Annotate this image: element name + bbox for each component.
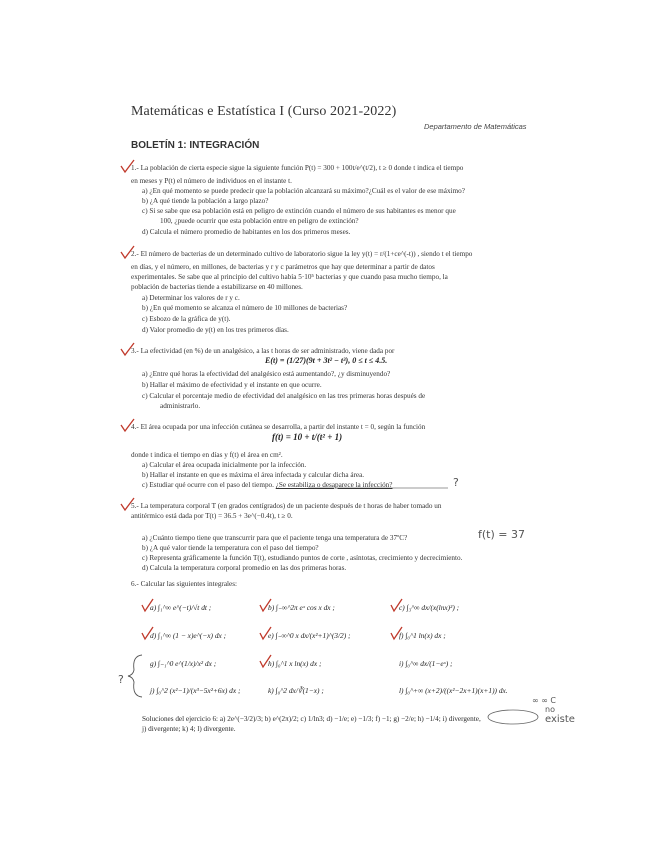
- check-mark-ex2: [121, 246, 134, 258]
- ex5-item-d: d) Calcula la temperatura corporal promedio en las dos primeras horas.: [142, 564, 347, 572]
- integral-g: g) ∫₋₁^0 e^(1/x)/x² dx ;: [150, 659, 217, 668]
- ex4-intro: 4.- El área ocupada por una infección cutánea se desarrolla, a partir del instante t = 0, según la función: [131, 423, 426, 431]
- ex3-intro: 3.- La efectividad (en %) de un analgésico, a las t horas de ser administrado, viene dada por: [131, 347, 395, 355]
- ex2-item-b: b) ¿En qué momento se alcanza el número de 10 millones de bacterias?: [142, 304, 348, 312]
- handwritten-existe-note: existe: [545, 714, 575, 725]
- department-label: Departamento de Matemáticas: [424, 122, 527, 131]
- check-mark-integral-f: [391, 627, 402, 639]
- check-mark-ex4: [121, 419, 134, 431]
- solutions-text: Soluciones del ejercicio 6: a) 2e^(−3/2)/3; b) e^(2π)/2; c) 1/ln3; d) −1/e; e) −1/3; f) −1; g) −2/e; h) −1/4; i): [142, 715, 449, 723]
- integral-j: j) ∫₀^2 (x²−1)/(x³−5x²+6x) dx ;: [150, 686, 241, 695]
- check-mark-integral-c: [391, 599, 402, 611]
- ex1-item-c-2: 100, ¿puede ocurrir que esta población entre en peligro de extinción?: [160, 217, 359, 225]
- ex1-item-c: c) Si se sabe que esa población está en peligro de extinción cuando el número de sus habitantes es menor que: [142, 207, 456, 215]
- ex2-item-a: a) Determinar los valores de r y c.: [142, 294, 240, 302]
- check-mark-ex1: [121, 160, 134, 172]
- ex4-item-a: a) Calcular el área ocupada inicialmente por la infección.: [142, 461, 307, 469]
- check-mark-ex3: [121, 343, 134, 355]
- check-mark-ex5: [121, 498, 134, 510]
- ex5-intro-2: antitérmico está dada por T(t) = 36.5 + 3e^(−0.4t), t ≥ 0.: [131, 512, 293, 520]
- handwritten-infinity-note: ∞ ∞ C: [532, 696, 556, 705]
- bracket-mark: [128, 655, 142, 697]
- ex3-item-b: b) Hallar el máximo de efectividad y el instante en que ocurre.: [142, 381, 322, 389]
- ex3-item-a: a) ¿Entre qué horas la efectividad del analgésico está aumentando?, ¿y disminuyendo?: [142, 370, 391, 378]
- integral-e: e) ∫₋∞^0 x dx/(x²+1)^(3/2) ;: [268, 631, 351, 640]
- ex4-item-b: b) Hallar el instante en que es máxima el área infectada y calcular dicha área.: [142, 471, 365, 479]
- check-mark-integral-a: [142, 599, 153, 611]
- integral-i: i) ∫₀^∞ dx/(1−eˣ) ;: [399, 659, 453, 668]
- ex2-intro-4: población de bacterias tiende a estabilizarse en 40 millones.: [131, 283, 303, 291]
- ex4-item-c-text: c) Estudiar qué ocurre con el paso del tiempo.: [142, 481, 276, 489]
- ex1-item-b: b) ¿A qué tiende la población a largo plazo?: [142, 197, 269, 205]
- ex4-formula: f(t) = 10 + t/(t² + 1): [272, 432, 343, 442]
- ex4-intro-2: donde t indica el tiempo en días y f(t) el área en cm².: [131, 451, 283, 459]
- solutions-text-2: j) divergente; k) 4; l) divergente.: [142, 725, 236, 733]
- ex2-item-d: d) Valor promedio de y(t) en los tres primeros días.: [142, 326, 289, 334]
- integral-c: c) ∫₃^∞ dx/(x(lnx)²) ;: [399, 603, 460, 612]
- bulletin-heading: BOLETÍN 1: INTEGRACIÓN: [131, 140, 260, 151]
- integral-k: k) ∫₀^2 dx/∛(1−x) ;: [268, 686, 324, 695]
- ex4-handwritten-question: ?: [453, 476, 459, 489]
- ex3-item-c-2: administrarlo.: [160, 402, 201, 410]
- ex2-intro-3: experimentales. Se sabe que al principio del cultivo había 5·10⁵ bacterias y que cuando pasa mucho tiempo, la: [131, 273, 448, 281]
- ex4-item-c-underlined: ¿Se estabiliza o desaparece la infección?: [275, 481, 393, 489]
- ex1-item-a: a) ¿En qué momento se puede predecir que la población alcanzará su máximo?¿Cuál es el valor de ese máximo?: [142, 187, 465, 195]
- handwritten-no-note: no: [545, 705, 555, 714]
- page-title: Matemáticas e Estatística I (Curso 2021-2022): [131, 104, 397, 119]
- integral-b: b) ∫₋∞^2π eˣ cos x dx ;: [268, 603, 335, 612]
- check-mark-integral-e: [260, 627, 271, 639]
- ex5-item-b: b) ¿A qué valor tiende la temperatura con el paso del tiempo?: [142, 544, 319, 552]
- ex2-intro: 2.- El número de bacterias de un determinado cultivo de laboratorio sigue la ley y(t) = r/(1+ce^(-t)) , siendo t el tiempo: [131, 250, 473, 258]
- ex1-intro: 1.- La población de cierta especie sigue la siguiente función P(t) = 300 + 100t/e^(t/2), t ≥ 0 donde t indica el tiempo: [131, 164, 464, 172]
- ex2-item-c: c) Esbozo de la gráfica de y(t).: [142, 315, 231, 323]
- bracket-question-note: ?: [118, 673, 124, 686]
- ex5-item-a: a) ¿Cuánto tiempo tiene que transcurrir para que el paciente tenga una temperatura de 37ºC?: [142, 534, 408, 542]
- ex5-handwritten-note: f(t) = 37: [478, 528, 525, 541]
- solutions-circled: divergente,: [448, 715, 481, 723]
- integral-d: d) ∫₁^∞ (1 − x)e^(−x) dx ;: [150, 631, 227, 640]
- ex5-intro: 5.- La temperatura corporal T (en grados centígrados) de un paciente después de t horas de haber tomado un: [131, 502, 442, 510]
- circle-mark-divergente: [488, 710, 538, 724]
- ex3-formula: E(t) = (1/27)(9t + 3t² − t³), 0 ≤ t ≤ 4.5.: [265, 356, 388, 365]
- integral-h: h) ∫₀^1 x ln(x) dx ;: [268, 659, 322, 668]
- ex1-item-d: d) Calcula el número promedio de habitantes en los dos primeros meses.: [142, 228, 351, 236]
- integral-f: f) ∫₀^1 ln(x) dx ;: [399, 631, 446, 640]
- check-mark-integral-d: [142, 627, 153, 639]
- check-mark-integral-h: [260, 655, 271, 667]
- integral-a: a) ∫₁^∞ e^(−t)/√t dt ;: [150, 603, 212, 612]
- check-mark-integral-b: [260, 599, 271, 611]
- ex3-item-c: c) Calcular el porcentaje medio de efectividad del analgésico en las tres primeras horas después de: [142, 392, 426, 400]
- ex2-intro-2: en días, y el número, en millones, de bacterias y r y c parámetros que hay que determinar a partir de datos: [131, 263, 435, 271]
- ex5-item-c: c) Representa gráficamente la función T(t), estudiando puntos de corte , asíntotas, crecimiento y decrecimiento.: [142, 554, 463, 562]
- ex6-intro: 6.- Calcular las siguientes integrales:: [131, 580, 237, 588]
- ex1-intro-2: en meses y P(t) el número de individuos en el instante t.: [131, 177, 292, 185]
- integral-l: l) ∫₀^+∞ (x+2)/((x²−2x+1)(x+1)) dx.: [399, 686, 508, 695]
